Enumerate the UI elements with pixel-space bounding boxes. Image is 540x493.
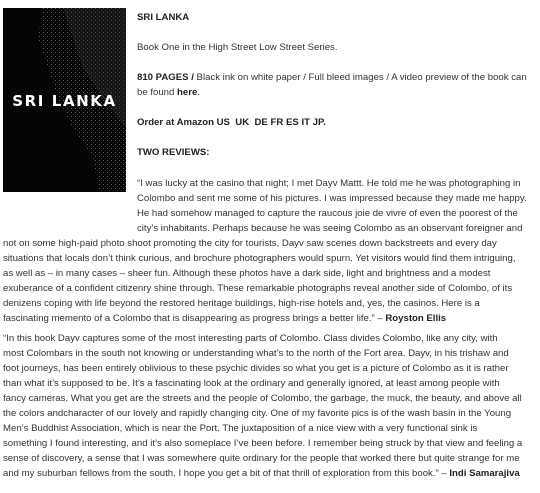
review-1-line: city’s inhabitants. Perhaps because he was seeing Colombo as an observant foreigner and	[137, 223, 523, 234]
page-count: 810 PAGES /	[137, 72, 194, 83]
review-2	[3, 331, 535, 481]
cover-title: SRI LANKA	[12, 92, 117, 110]
review-1-bottom	[3, 221, 535, 326]
book-subtitle: Book One in the High Street Low Street Series.	[137, 42, 338, 53]
order-line	[137, 115, 535, 130]
review-1-line: not on some high-paid photo shoot promoting the city for tourists, Dayv saw scenes down backstreets and every day	[3, 238, 497, 249]
amazon-es-link[interactable]: ES	[285, 117, 299, 128]
review-1-author: Royston Ellis	[385, 313, 447, 324]
book-info	[137, 10, 535, 160]
review-1-last-line	[3, 311, 535, 326]
order-end: .	[323, 117, 326, 128]
review-2-last-line	[3, 466, 535, 481]
amazon-uk-link[interactable]: UK	[235, 117, 250, 128]
review-1-line: as well as – in many cases – sheer fun. Although these photos have a dark side, light and brightness and a modest	[3, 268, 491, 279]
review-1-line: “I was lucky at the casino that night; I met Dayv Mattt. He told me he was photographing in	[137, 178, 521, 189]
amazon-de-link[interactable]: DE	[254, 117, 268, 128]
amazon-us-link[interactable]: US	[216, 117, 230, 128]
review-2-line: the colors andcharacter of our lovely and rapidly changing city. One of my favorite pics is of the wash basin in the Young	[3, 408, 512, 419]
reviews-heading: TWO REVIEWS:	[137, 147, 210, 158]
specs-end: .	[197, 87, 200, 98]
review-1-top	[137, 176, 527, 221]
review-2-line: foot journeys, has been entirely oblivious to these psychic divides so what you get is a picture of Colombo as it is rather	[3, 363, 509, 374]
specs-text-1: Black ink on white paper / Full bleed images / A video preview of the book can	[193, 72, 527, 83]
review-2-line: than what it’s supposed to be. It’s a fascinating look at the ordinary and generally ignored, at least among people with	[3, 378, 500, 389]
book-specs	[137, 70, 535, 100]
amazon-jp-link[interactable]: JP	[312, 117, 324, 128]
review-1-line: exuberance of a confident citizenry shine through. These remarkable photographs reveal another side of Colombo, of its	[3, 283, 513, 294]
video-preview-link[interactable]: here	[177, 87, 198, 98]
review-2-author: Indi Samarajiva	[449, 468, 520, 479]
amazon-it-link[interactable]: IT	[301, 117, 310, 128]
review-2-line: fancy cameras. What you get are the streets and the people of Colombo, the garbage, the muck, the beauty, and above all	[3, 393, 522, 404]
specs-text-2: be found	[137, 87, 178, 98]
book-cover-image	[3, 8, 126, 192]
book-heading: SRI LANKA	[137, 12, 190, 23]
review-2-line: and my suburban fellows from the south. I hope you get a bit of that thrill of exploration from this book.” –	[3, 468, 450, 479]
amazon-fr-link[interactable]: FR	[270, 117, 284, 128]
review-1-line: He had somehow managed to capture the raucous joie de vivre of even the poorest of the	[137, 208, 518, 219]
review-2-line: something I found interesting, and it’s also someplace I’ve been before. I remember being struck by that view and feeling a	[3, 438, 523, 449]
review-1-line: denizens coping with life beyond the restored heritage buildings, high-rise hotels and, yes, the casinos. Here is a	[3, 298, 480, 309]
review-2-line: sense of discovery, a sense that I was somewhere quite ordinary for the people that worked there but quite strange for me	[3, 453, 520, 464]
review-1-line: situations that locals don’t think curious, and brochure photographers would spurn. Yet visitors would find them intriguing,	[3, 253, 516, 264]
review-1-line: fascinating memento of a Colombo that is disappearing as progress brings a better life.” –	[3, 313, 386, 324]
order-prefix: Order at Amazon	[137, 117, 217, 128]
review-2-line: Men’s Buddhist Association, which is near the Port. The juxtaposition of a nice view with a very functional sink is	[3, 423, 478, 434]
review-2-line: most Colombars in the south not knowing or understanding what’s to the north of the Fort area. Dayv, in his trishaw and	[3, 348, 509, 359]
review-2-line: “In this book Dayv captures some of the most interesting parts of Colombo. Class divides Colombo, like any city, with	[3, 333, 498, 344]
review-1-line: Colombo and sent me some of his pictures. I was impressed because they made me happy.	[137, 193, 527, 204]
